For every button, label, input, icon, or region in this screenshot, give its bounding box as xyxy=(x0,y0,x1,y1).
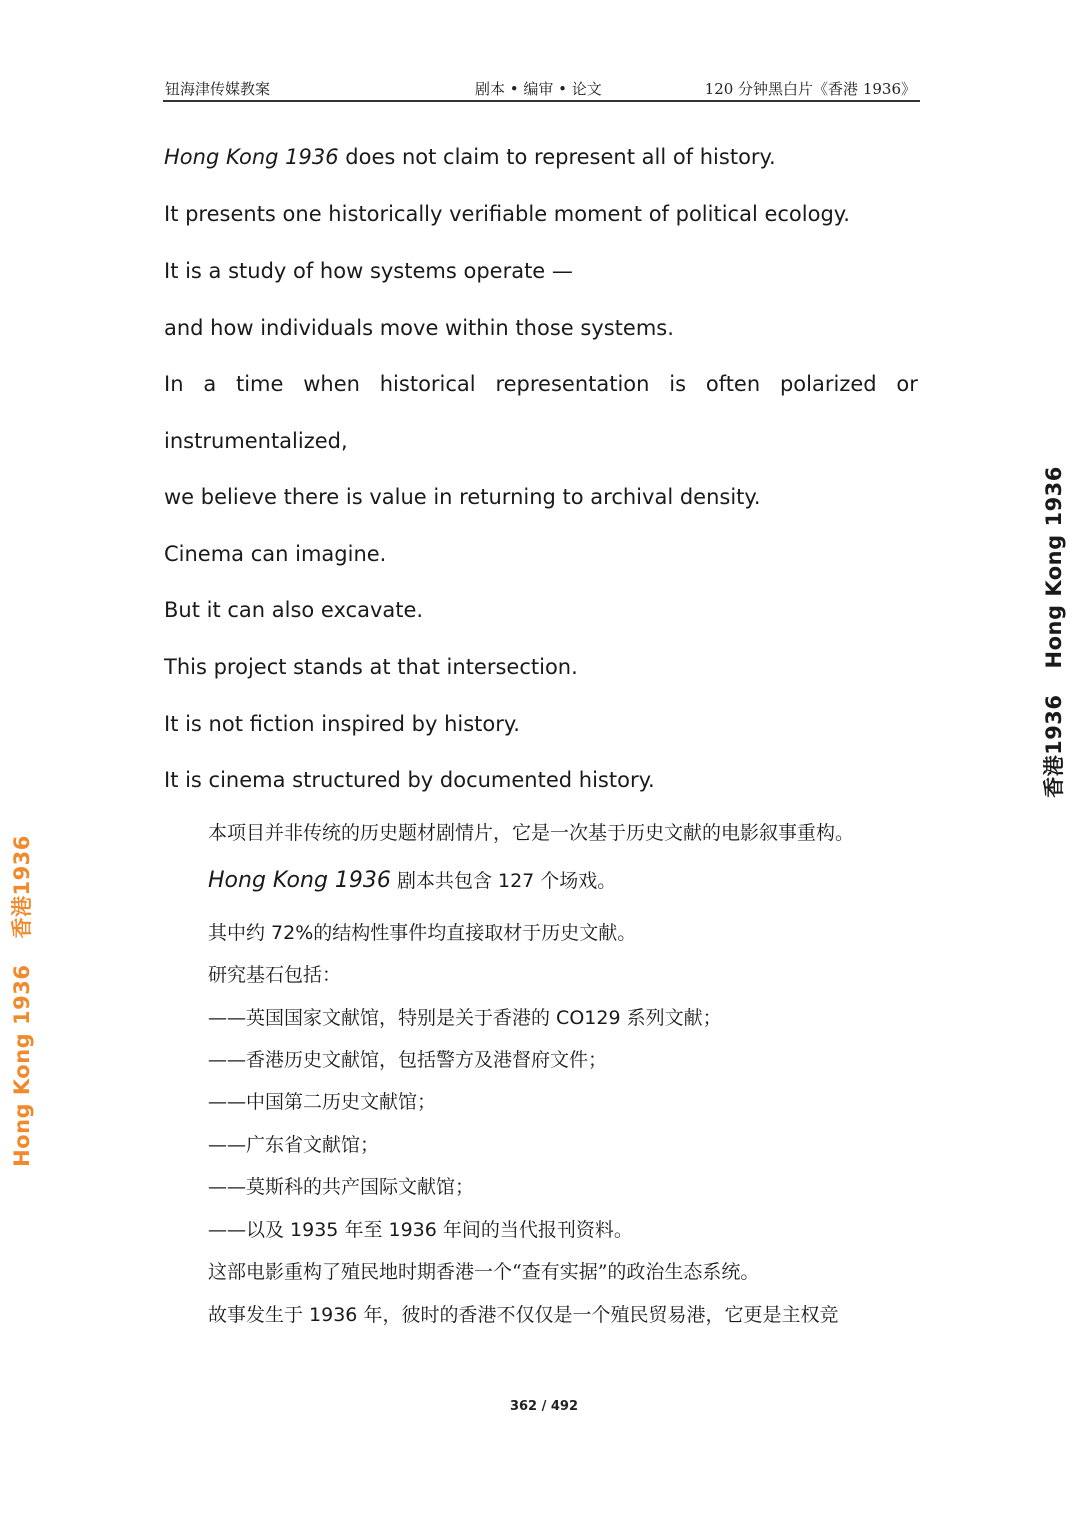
word: is xyxy=(669,372,687,396)
word: time xyxy=(235,372,284,396)
zh-line-4: 研究基石包括： xyxy=(208,964,342,986)
zh-line-10 xyxy=(208,1215,633,1242)
en-line-1 xyxy=(164,145,776,169)
header-left-text: 钮海津传媒教案 xyxy=(165,80,271,98)
zh-line-1: 本项目并非传统的历史题材剧情片，它是一次基于历史文献的电影叙事重构。 xyxy=(208,822,855,844)
zh-text: 年至 xyxy=(338,1219,389,1241)
year: 1936 xyxy=(388,1219,437,1241)
en-line-11: It is not fiction inspired by history. xyxy=(164,712,520,736)
left-vertical-title xyxy=(6,835,36,1167)
en-line-7: we believe there is value in returning to archival density. xyxy=(164,485,761,509)
film-title-italic: Hong Kong 1936 xyxy=(208,868,391,893)
page-header xyxy=(163,76,920,102)
word: historical xyxy=(379,372,476,396)
en-line-2: It presents one historically verifiable moment of political ecology. xyxy=(164,202,850,226)
zh-text: 系列文献； xyxy=(620,1007,722,1029)
zh-line-12 xyxy=(208,1300,838,1327)
zh-line-7: ——中国第二历史文献馆； xyxy=(208,1091,437,1113)
word: representation xyxy=(495,372,650,396)
zh-line-11: 这部电影重构了殖民地时期香港一个“查有实据”的政治生态系统。 xyxy=(208,1261,760,1283)
zh-line-2 xyxy=(208,866,616,893)
vertical-title-zh: 香港1936 xyxy=(1042,694,1066,798)
header-center-text: 剧本 • 编审 • 论文 xyxy=(475,80,602,98)
zh-text: 年间的当代报刊资料。 xyxy=(436,1219,633,1241)
archive-code: CO129 xyxy=(556,1007,621,1029)
en-line-9: But it can also excavate. xyxy=(164,598,424,622)
en-line-3: It is a study of how systems operate — xyxy=(164,259,573,283)
en-line-4: and how individuals move within those systems. xyxy=(164,316,674,340)
year: 1936 xyxy=(309,1304,358,1326)
word: a xyxy=(203,372,217,396)
zh-text: 故事发生于 xyxy=(208,1304,310,1326)
vertical-title-en: Hong Kong 1936 xyxy=(10,964,34,1167)
zh-text: ——以及 xyxy=(208,1219,291,1241)
zh-text: 其中约 xyxy=(208,922,272,944)
percentage: 72% xyxy=(271,922,314,944)
year: 1935 xyxy=(290,1219,339,1241)
word: polarized xyxy=(779,372,877,396)
en-line-12: It is cinema structured by documented history. xyxy=(164,768,655,792)
film-title-italic: Hong Kong 1936 xyxy=(164,145,339,169)
page-number: 362 / 492 xyxy=(509,1399,579,1414)
zh-text: 剧本共包含 xyxy=(390,870,498,892)
en-line-6: instrumentalized, xyxy=(164,429,348,453)
zh-line-8: ——广东省文献馆； xyxy=(208,1134,380,1156)
en-line-5-justified xyxy=(164,372,918,396)
zh-line-9: ——莫斯科的共产国际文献馆； xyxy=(208,1176,475,1198)
zh-line-6: ——香港历史文献馆，包括警方及港督府文件； xyxy=(208,1049,608,1071)
en-line-1-rest: does not claim to represent all of history. xyxy=(338,145,776,169)
word: or xyxy=(896,372,918,396)
word: when xyxy=(303,372,360,396)
word: often xyxy=(705,372,761,396)
right-vertical-title xyxy=(1038,466,1068,798)
word: In xyxy=(164,372,184,396)
en-line-8: Cinema can imagine. xyxy=(164,542,387,566)
vertical-title-zh: 香港1936 xyxy=(10,835,34,939)
zh-line-3 xyxy=(208,918,636,945)
zh-text: ——英国国家文献馆，特别是关于香港的 xyxy=(208,1007,557,1029)
zh-line-5 xyxy=(208,1003,722,1030)
zh-text: 年，彼时的香港不仅仅是一个殖民贸易港，它更是主权竞 xyxy=(357,1304,839,1326)
header-right-text: 120 分钟黑白片《香港 1936》 xyxy=(704,80,916,98)
scene-count: 127 xyxy=(498,870,535,892)
vertical-title-en: Hong Kong 1936 xyxy=(1042,466,1066,669)
en-line-10: This project stands at that intersection. xyxy=(164,655,578,679)
zh-text: 的结构性事件均直接取材于历史文献。 xyxy=(313,922,637,944)
zh-text: 个场戏。 xyxy=(534,870,617,892)
